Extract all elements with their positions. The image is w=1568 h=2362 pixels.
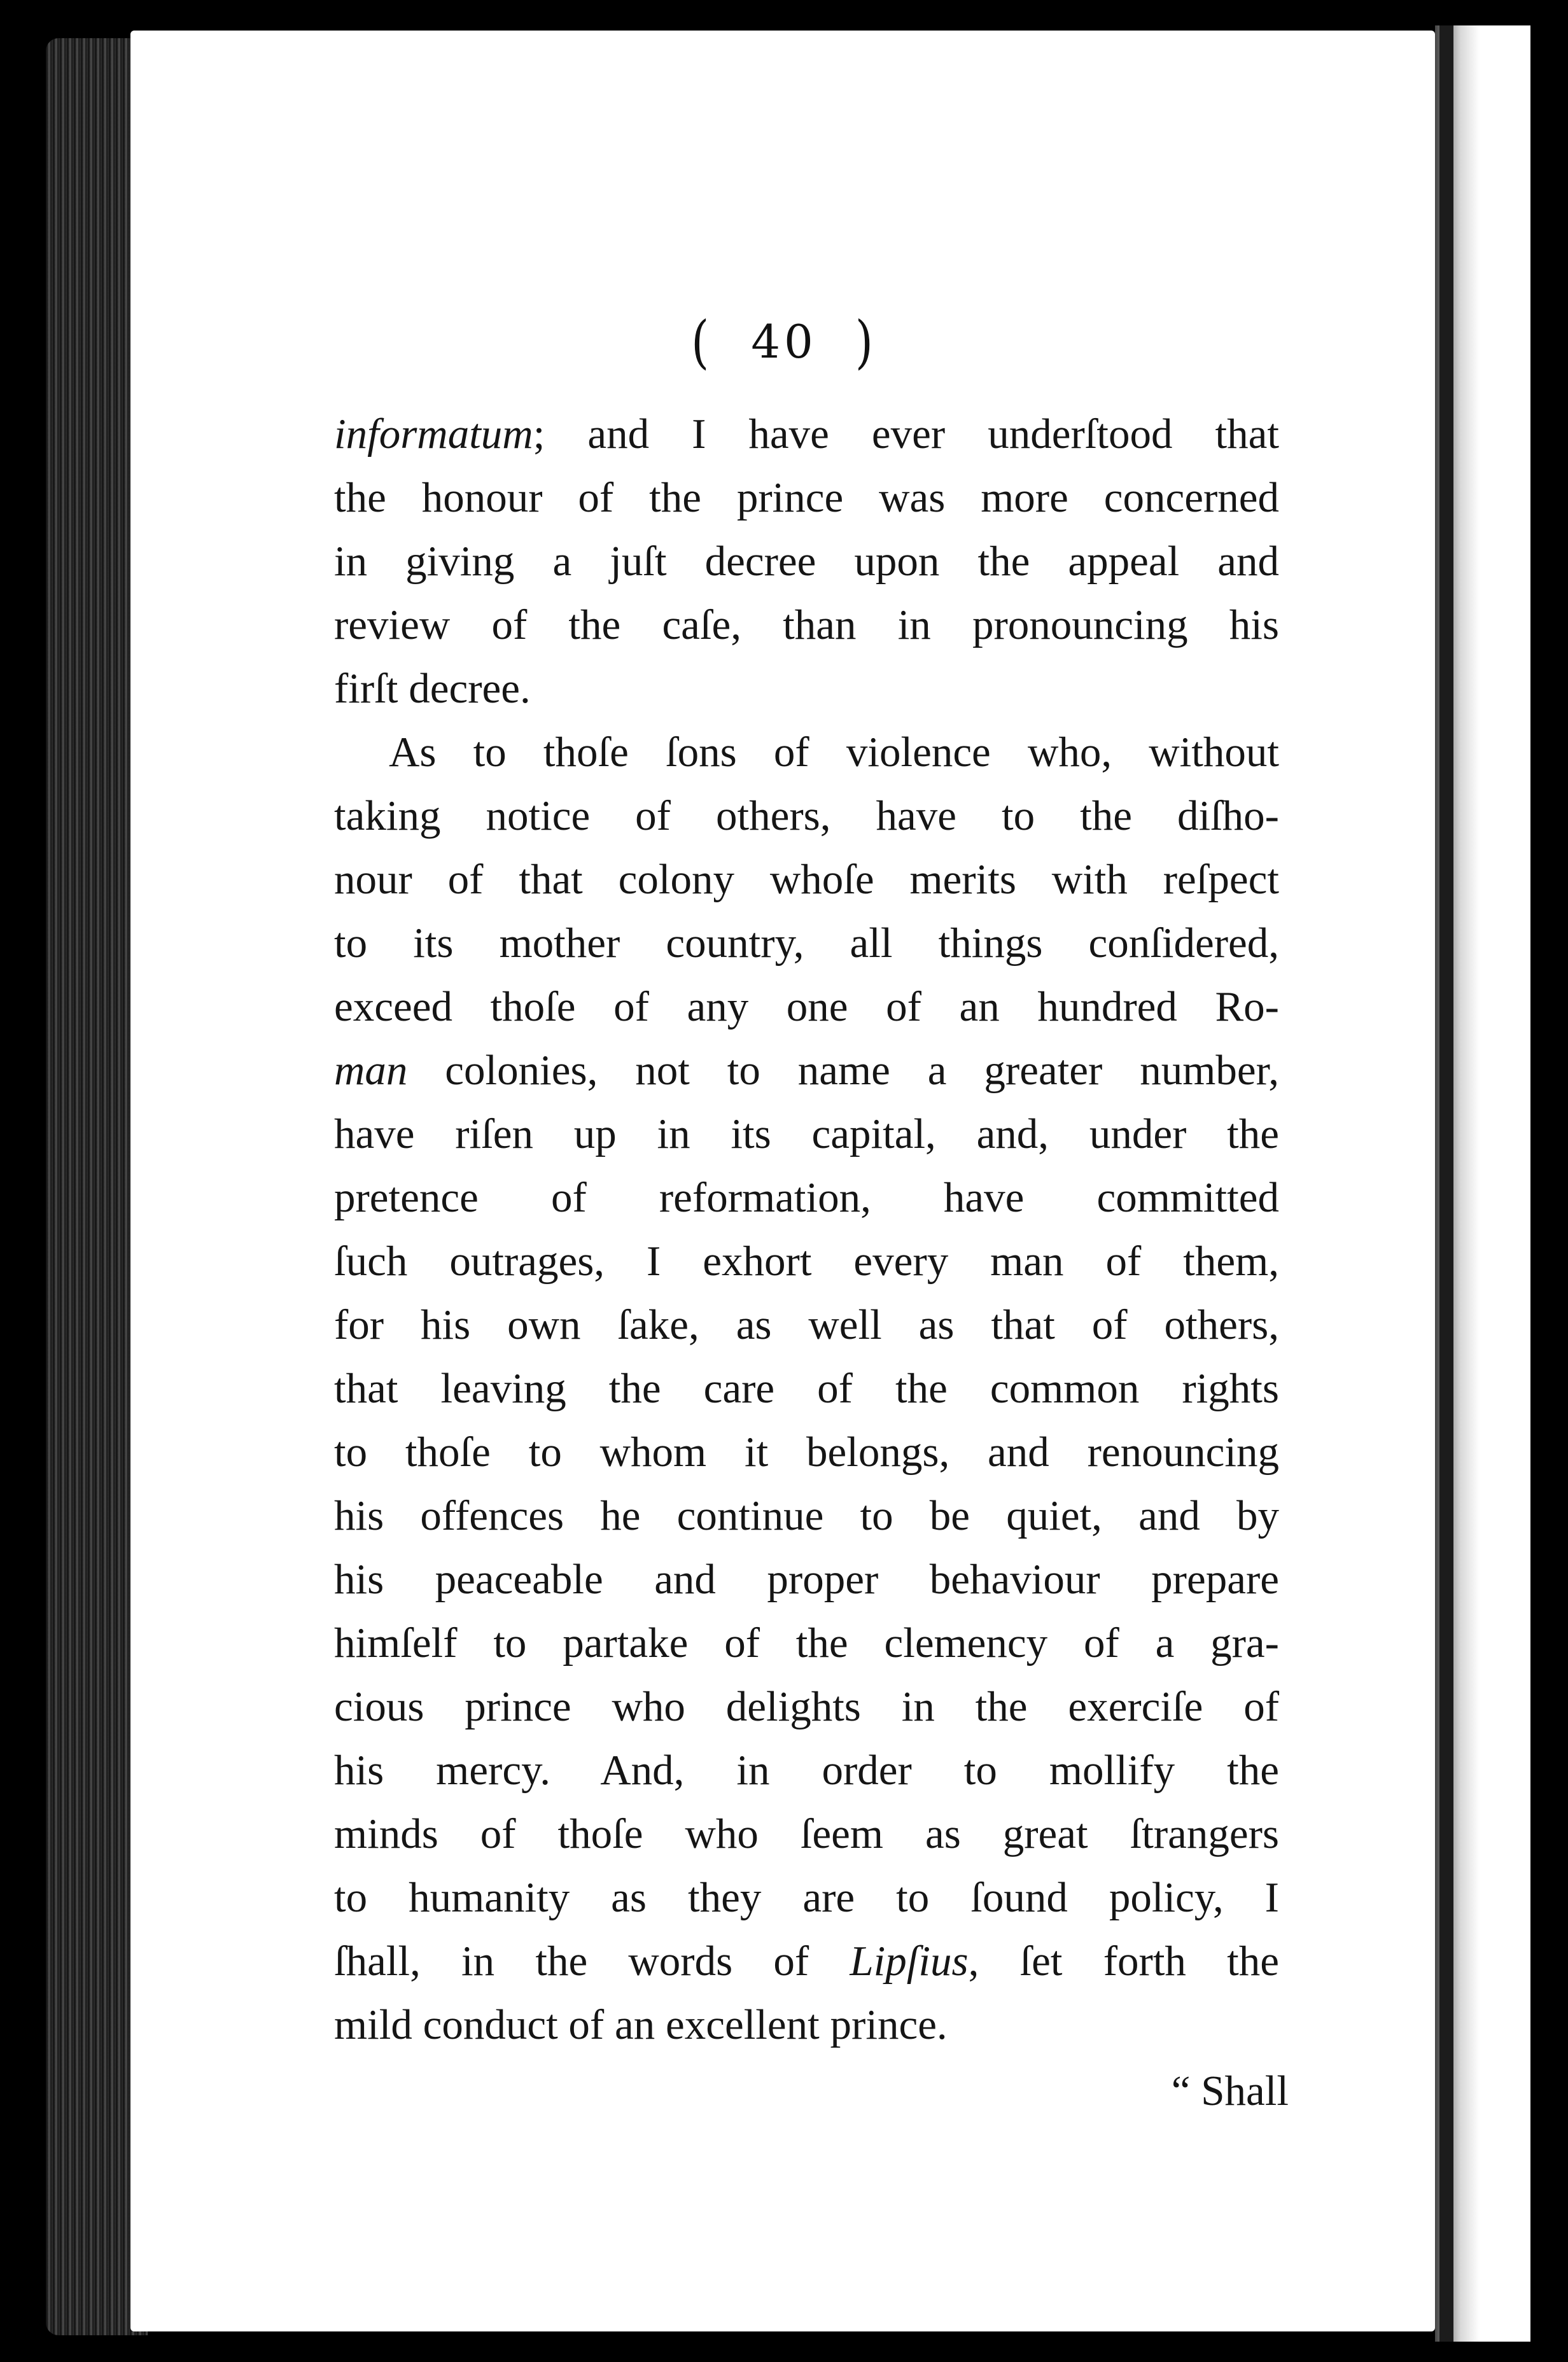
text-line: in giving a juſt decree upon the appeal and xyxy=(334,538,1279,585)
text-line: his peaceable and proper behaviour prepare xyxy=(334,1556,1279,1603)
text-line: exceed thoſe of any one of an hundred Ro- xyxy=(334,983,1279,1030)
text-line: review of the caſe, than in pronouncing his xyxy=(334,601,1279,648)
line-rest: colonies, not to name a greater number, xyxy=(407,1047,1279,1094)
italic-word: man xyxy=(334,1047,408,1094)
text-line xyxy=(334,402,1279,466)
catchword: “ Shall xyxy=(1171,2067,1289,2114)
line-pre: ſhall, in the words of xyxy=(334,1938,850,1985)
italic-word: Lipſius xyxy=(850,1938,969,1985)
text-line: mild conduct of an excellent prince. xyxy=(334,2001,948,2048)
text-line: the honour of the prince was more concerned xyxy=(334,474,1279,521)
text-line: his offences he continue to be quiet, and by xyxy=(334,1492,1279,1539)
line-rest: , ſet forth the xyxy=(968,1938,1279,1985)
header-close-paren: ) xyxy=(855,308,877,375)
text-line xyxy=(334,1929,1279,1993)
text-line: that leaving the care of the common rights xyxy=(334,1365,1279,1412)
text-line: for his own ſake, as well as that of others, xyxy=(334,1301,1279,1348)
text-line: firſt decree. xyxy=(334,665,531,712)
text-line: to humanity as they are to ſound policy, I xyxy=(334,1874,1279,1921)
text-line: have riſen up in its capital, and, under the xyxy=(334,1110,1279,1157)
line-rest: ; and I have ever underſtood that xyxy=(533,410,1279,458)
text-line: taking notice of others, have to the diſho- xyxy=(334,792,1279,839)
page-number-header xyxy=(0,308,1568,375)
text-line xyxy=(334,1038,1279,1102)
italic-word: informatum xyxy=(334,410,533,458)
text-line: pretence of reformation, have committed xyxy=(334,1174,1279,1221)
paragraph-start-line: As to thoſe ſons of violence who, without xyxy=(389,729,1279,776)
book-gutter xyxy=(1439,25,1453,2342)
text-line: cious prince who delights in the exerciſe of xyxy=(334,1683,1279,1730)
text-line: his mercy. And, in order to mollify the xyxy=(334,1747,1279,1794)
text-line: ſuch outrages, I exhort every man of them, xyxy=(334,1238,1279,1285)
text-line: to thoſe to whom it belongs, and renouncing xyxy=(334,1429,1279,1476)
text-line: minds of thoſe who ſeem as great ſtrangers xyxy=(334,1810,1279,1857)
text-line: himſelf to partake of the clemency of a gra- xyxy=(334,1619,1279,1667)
text-line: nour of that colony whoſe merits with reſpect xyxy=(334,856,1279,903)
body-text xyxy=(334,402,1279,2057)
header-open-paren: ( xyxy=(691,308,713,375)
text-line: to its mother country, all things conſidered, xyxy=(334,919,1279,967)
page-number: 40 xyxy=(751,315,817,368)
